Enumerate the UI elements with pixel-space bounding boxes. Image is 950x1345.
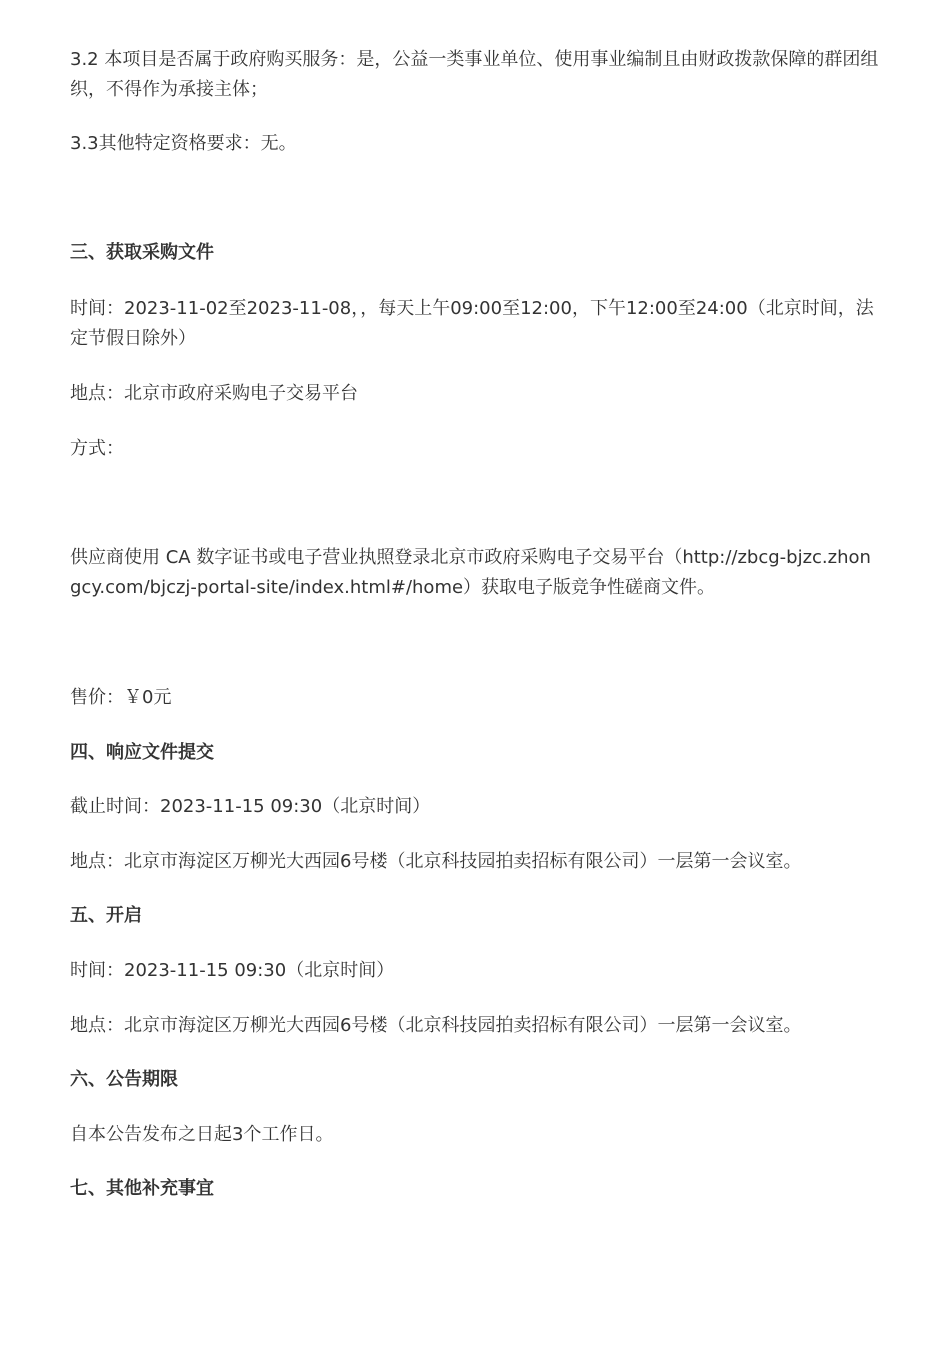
section-heading-notice-period: 六、公告期限	[70, 1069, 178, 1090]
opening-time: 时间：2023-11-15 09:30（北京时间）	[70, 960, 395, 981]
section-heading-submission: 四、响应文件提交	[70, 742, 214, 763]
obtain-docs-method-label: 方式：	[70, 438, 124, 459]
obtain-docs-price: 售价：￥0元	[70, 687, 172, 708]
notice-period-text: 自本公告发布之日起3个工作日。	[70, 1124, 334, 1145]
submission-deadline: 截止时间：2023-11-15 09:30（北京时间）	[70, 796, 431, 817]
qualification-3-2: 3.2 本项目是否属于政府购买服务：是，公益一类事业单位、使用事业编制且由财政拨款保障的群团组织，不得作为承接主体；	[70, 49, 879, 100]
obtain-docs-method-detail: 供应商使用 CA 数字证书或电子营业执照登录北京市政府采购电子交易平台（http://zbcg-bjzc.zhongcy.com/bjczj-portal-site/index.html#/home）获取电子版竞争性磋商文件。	[70, 547, 871, 598]
submission-place: 地点：北京市海淀区万柳光大西园6号楼（北京科技园拍卖招标有限公司）一层第一会议室。	[70, 851, 802, 872]
section-heading-obtain-docs: 三、获取采购文件	[70, 242, 214, 263]
section-heading-other: 七、其他补充事宜	[70, 1178, 214, 1199]
qualification-3-3: 3.3其他特定资格要求：无。	[70, 133, 297, 154]
obtain-docs-place: 地点：北京市政府采购电子交易平台	[70, 383, 358, 404]
opening-place: 地点：北京市海淀区万柳光大西园6号楼（北京科技园拍卖招标有限公司）一层第一会议室。	[70, 1015, 802, 1036]
obtain-docs-time: 时间：2023-11-02至2023-11-08，，每天上午09:00至12:00，下午12:00至24:00（北京时间，法定节假日除外）	[70, 298, 874, 349]
section-heading-opening: 五、开启	[70, 905, 142, 926]
